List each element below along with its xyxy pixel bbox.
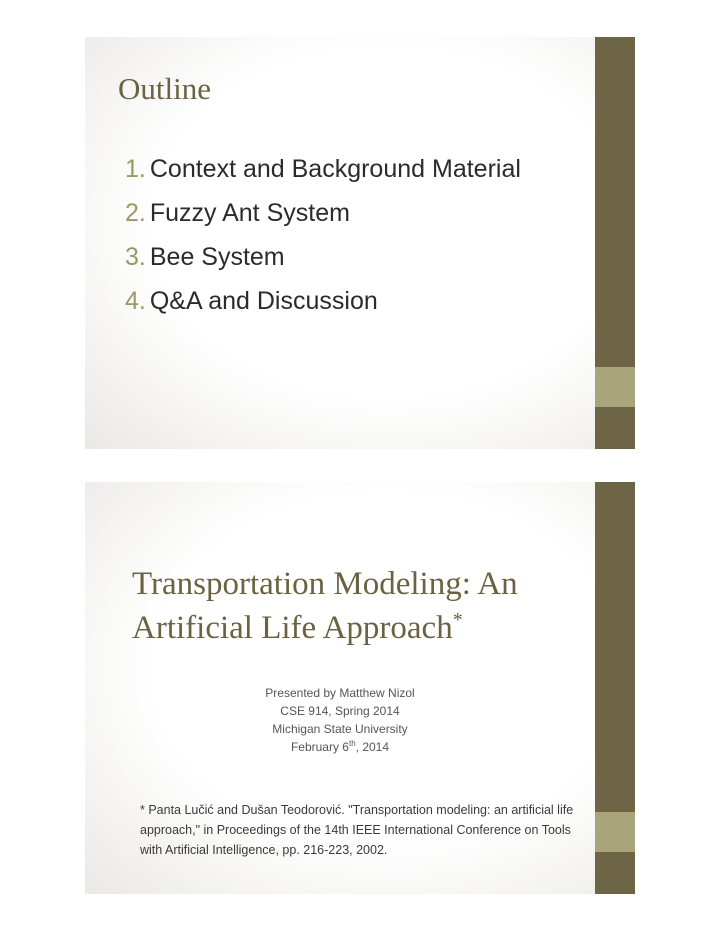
outline-item xyxy=(125,199,521,243)
outline-item-text: Bee System xyxy=(149,243,285,271)
outline-item-number: 4. xyxy=(125,287,146,315)
date-suffix: , 2014 xyxy=(355,740,390,754)
outline-item-text: Fuzzy Ant System xyxy=(149,199,350,227)
presenter-block xyxy=(145,684,535,756)
slide-accent-block xyxy=(595,367,635,407)
date-superscript: th xyxy=(348,739,356,748)
presenter-name: Presented by Matthew Nizol xyxy=(265,686,415,700)
outline-item-number: 2. xyxy=(125,199,146,227)
outline-item xyxy=(125,287,521,331)
slide-accent-block xyxy=(595,812,635,852)
outline-item-number: 1. xyxy=(125,155,146,183)
date-line xyxy=(145,738,535,756)
university-line: Michigan State University xyxy=(272,722,408,736)
course-line: CSE 914, Spring 2014 xyxy=(280,704,400,718)
outline-item-text: Context and Background Material xyxy=(149,155,521,183)
date-prefix: February 6 xyxy=(290,740,349,754)
slide-outline xyxy=(85,37,635,449)
title-footnote-mark: * xyxy=(452,609,463,631)
citation-footnote: * Panta Lučić and Dušan Teodorović. "Transportation modeling: an artificial life approach," in Proceedings of the 14th IEEE International Conference on Tools with Artificial Intelligence, pp. 216-223, 2002. xyxy=(140,803,574,857)
slide-title: Outline xyxy=(118,71,211,106)
talk-title-line-2: Artificial Life Approach xyxy=(132,610,453,646)
outline-item xyxy=(125,155,521,199)
slide-title-page xyxy=(85,482,635,894)
talk-title xyxy=(132,562,592,650)
talk-title-line-1: Transportation Modeling: An xyxy=(132,566,518,602)
outline-item xyxy=(125,243,521,287)
outline-item-text: Q&A and Discussion xyxy=(149,287,378,315)
outline-list xyxy=(125,155,521,331)
outline-item-number: 3. xyxy=(125,243,146,271)
